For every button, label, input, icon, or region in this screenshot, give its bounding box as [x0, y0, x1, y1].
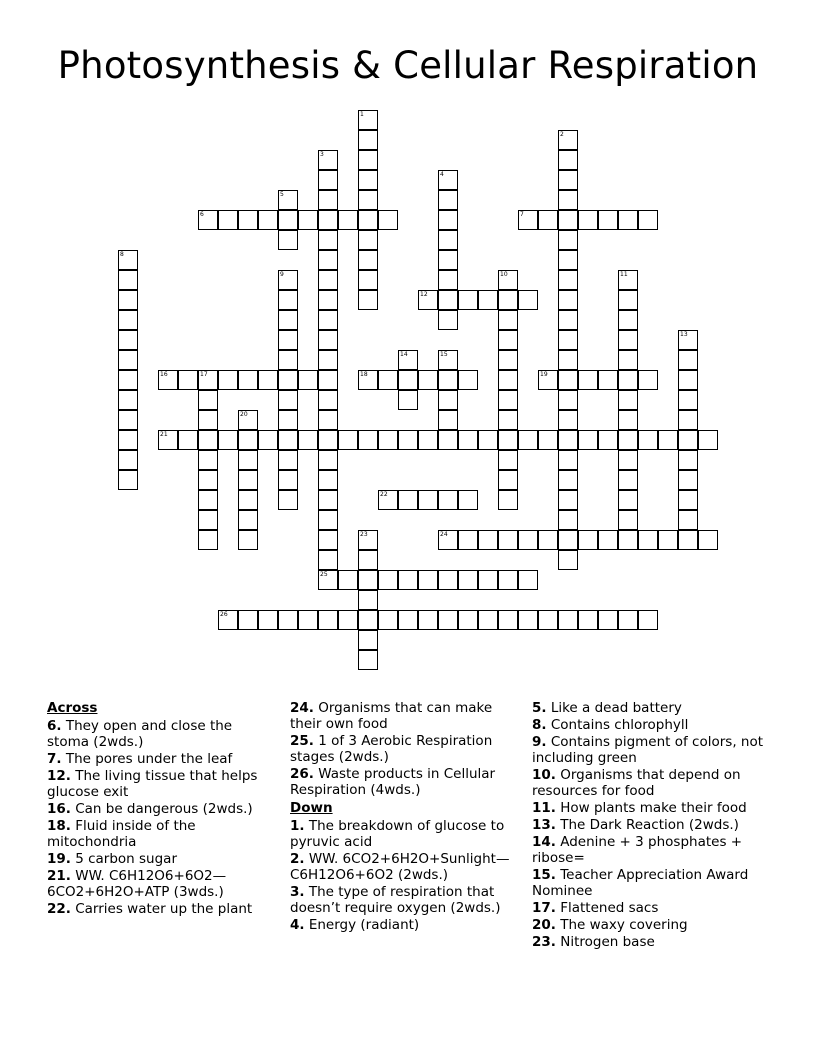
grid-cell[interactable]	[598, 430, 618, 450]
grid-cell[interactable]	[298, 610, 318, 630]
grid-cell[interactable]	[318, 210, 338, 230]
grid-cell[interactable]	[398, 390, 418, 410]
grid-cell[interactable]	[358, 250, 378, 270]
grid-cell[interactable]	[458, 610, 478, 630]
clue-across-19: 19. 5 carbon sugar	[47, 851, 178, 867]
grid-cell[interactable]	[458, 530, 478, 550]
grid-cell[interactable]	[298, 430, 318, 450]
grid-cell[interactable]	[318, 470, 338, 490]
clues-column-1	[47, 700, 267, 918]
grid-cell[interactable]	[358, 630, 378, 650]
grid-cell[interactable]	[618, 390, 638, 410]
grid-cell[interactable]	[438, 610, 458, 630]
grid-cell[interactable]	[618, 310, 638, 330]
grid-cell[interactable]	[558, 330, 578, 350]
grid-cell[interactable]	[318, 510, 338, 530]
grid-cell[interactable]	[658, 530, 678, 550]
grid-cell[interactable]	[238, 450, 258, 470]
grid-cell[interactable]	[198, 530, 218, 550]
grid-cell[interactable]	[318, 170, 338, 190]
grid-cell[interactable]	[638, 370, 658, 390]
grid-cell[interactable]	[278, 490, 298, 510]
grid-cell[interactable]	[638, 430, 658, 450]
grid-cell[interactable]	[118, 370, 138, 390]
grid-cell[interactable]	[238, 470, 258, 490]
grid-cell[interactable]	[558, 450, 578, 470]
grid-cell[interactable]	[358, 290, 378, 310]
grid-cell[interactable]	[198, 450, 218, 470]
grid-number-6: 6	[200, 211, 204, 218]
down-heading: Down	[290, 800, 333, 816]
grid-cell[interactable]	[558, 150, 578, 170]
grid-cell[interactable]	[318, 450, 338, 470]
grid-cell[interactable]	[278, 230, 298, 250]
grid-cell[interactable]	[378, 430, 398, 450]
grid-cell[interactable]	[578, 610, 598, 630]
grid-cell[interactable]	[558, 410, 578, 430]
grid-cell[interactable]	[558, 550, 578, 570]
clue-across-16: 16. Can be dangerous (2wds.)	[47, 801, 253, 817]
grid-cell[interactable]	[458, 290, 478, 310]
grid-cell[interactable]	[238, 430, 258, 450]
grid-cell[interactable]	[278, 610, 298, 630]
grid-cell[interactable]	[438, 410, 458, 430]
grid-cell[interactable]	[458, 570, 478, 590]
clue-down-2: 2. WW. 6CO2+6H2O+Sunlight—C6H12O6+6O2 (2wds.)	[290, 851, 510, 883]
grid-cell[interactable]	[678, 350, 698, 370]
grid-cell[interactable]	[118, 290, 138, 310]
grid-cell[interactable]	[298, 370, 318, 390]
clue-down-4: 4. Energy (radiant)	[290, 917, 420, 933]
grid-cell[interactable]	[278, 370, 298, 390]
grid-cell[interactable]	[538, 210, 558, 230]
grid-cell[interactable]	[178, 370, 198, 390]
grid-cell[interactable]	[558, 310, 578, 330]
grid-cell[interactable]	[258, 210, 278, 230]
grid-cell[interactable]	[698, 430, 718, 450]
clue-across-6: 6. They open and close the stoma (2wds.)	[47, 718, 233, 750]
grid-number-13: 13	[680, 331, 688, 338]
grid-cell[interactable]	[558, 610, 578, 630]
grid-cell[interactable]	[498, 290, 518, 310]
grid-cell[interactable]	[678, 390, 698, 410]
grid-cell[interactable]	[678, 430, 698, 450]
grid-cell[interactable]	[238, 530, 258, 550]
grid-cell[interactable]	[118, 410, 138, 430]
across-heading: Across	[47, 700, 98, 716]
grid-number-18: 18	[360, 371, 368, 378]
grid-cell[interactable]	[458, 370, 478, 390]
grid-cell[interactable]	[438, 370, 458, 390]
grid-number-19: 19	[540, 371, 548, 378]
grid-cell[interactable]	[318, 290, 338, 310]
grid-cell[interactable]	[198, 430, 218, 450]
grid-cell[interactable]	[558, 430, 578, 450]
grid-cell[interactable]	[318, 230, 338, 250]
grid-cell[interactable]	[238, 210, 258, 230]
grid-cell[interactable]	[258, 430, 278, 450]
grid-cell[interactable]	[618, 490, 638, 510]
grid-number-26: 26	[220, 611, 228, 618]
grid-cell[interactable]	[498, 330, 518, 350]
grid-cell[interactable]	[538, 430, 558, 450]
grid-cell[interactable]	[558, 370, 578, 390]
grid-cell[interactable]	[318, 530, 338, 550]
grid-cell[interactable]	[438, 270, 458, 290]
grid-cell[interactable]	[458, 430, 478, 450]
grid-cell[interactable]	[618, 410, 638, 430]
grid-number-14: 14	[400, 351, 408, 358]
grid-cell[interactable]	[518, 530, 538, 550]
grid-number-17: 17	[200, 371, 208, 378]
grid-number-25: 25	[320, 571, 328, 578]
grid-cell[interactable]	[558, 210, 578, 230]
grid-number-12: 12	[420, 291, 428, 298]
clue-down-3: 3. The type of respiration that doesn’t require oxygen (2wds.)	[290, 884, 501, 916]
grid-cell[interactable]	[598, 210, 618, 230]
grid-number-20: 20	[240, 411, 248, 418]
grid-cell[interactable]	[558, 250, 578, 270]
clue-across-21: 21. WW. C6H12O6+6O2—6CO2+6H2O+ATP (3wds.)	[47, 868, 227, 900]
clue-down-1: 1. The breakdown of glucose to pyruvic acid	[290, 818, 505, 850]
grid-cell[interactable]	[518, 430, 538, 450]
grid-cell[interactable]	[618, 450, 638, 470]
grid-cell[interactable]	[618, 210, 638, 230]
grid-cell[interactable]	[378, 570, 398, 590]
grid-cell[interactable]	[518, 290, 538, 310]
grid-number-11: 11	[620, 271, 628, 278]
clues-column-2	[290, 700, 522, 934]
grid-cell[interactable]	[678, 410, 698, 430]
grid-cell[interactable]	[438, 390, 458, 410]
grid-cell[interactable]	[198, 470, 218, 490]
grid-cell[interactable]	[618, 350, 638, 370]
grid-cell[interactable]	[358, 550, 378, 570]
grid-cell[interactable]	[358, 270, 378, 290]
clue-across-18: 18. Fluid inside of the mitochondria	[47, 818, 196, 850]
grid-cell[interactable]	[578, 370, 598, 390]
grid-cell[interactable]	[518, 570, 538, 590]
grid-cell[interactable]	[618, 510, 638, 530]
grid-cell[interactable]	[118, 310, 138, 330]
clue-down-5: 5. Like a dead battery	[532, 700, 682, 716]
grid-cell[interactable]	[238, 510, 258, 530]
grid-cell[interactable]	[618, 290, 638, 310]
grid-cell[interactable]	[558, 390, 578, 410]
grid-cell[interactable]	[218, 210, 238, 230]
grid-cell[interactable]	[438, 190, 458, 210]
grid-cell[interactable]	[678, 470, 698, 490]
grid-cell[interactable]	[498, 610, 518, 630]
grid-cell[interactable]	[378, 610, 398, 630]
grid-cell[interactable]	[538, 610, 558, 630]
clue-across-22: 22. Carries water up the plant	[47, 901, 253, 917]
grid-number-7: 7	[520, 211, 524, 218]
grid-number-1: 1	[360, 111, 364, 118]
grid-cell[interactable]	[558, 230, 578, 250]
clue-down-23: 23. Nitrogen base	[532, 934, 655, 950]
grid-cell[interactable]	[398, 430, 418, 450]
grid-cell[interactable]	[558, 350, 578, 370]
clue-across-7: 7. The pores under the leaf	[47, 751, 233, 767]
grid-cell[interactable]	[558, 530, 578, 550]
grid-cell[interactable]	[618, 430, 638, 450]
grid-number-3: 3	[320, 151, 324, 158]
clue-down-10: 10. Organisms that depend on resources for food	[532, 767, 741, 799]
grid-cell[interactable]	[498, 370, 518, 390]
grid-cell[interactable]	[218, 430, 238, 450]
grid-cell[interactable]	[358, 210, 378, 230]
grid-cell[interactable]	[478, 610, 498, 630]
clue-down-9: 9. Contains pigment of colors, not including green	[532, 734, 764, 766]
grid-cell[interactable]	[498, 310, 518, 330]
grid-cell[interactable]	[558, 470, 578, 490]
grid-cell[interactable]	[278, 350, 298, 370]
grid-cell[interactable]	[118, 430, 138, 450]
grid-cell[interactable]	[318, 370, 338, 390]
grid-cell[interactable]	[118, 390, 138, 410]
grid-cell[interactable]	[498, 450, 518, 470]
grid-number-5: 5	[280, 191, 284, 198]
grid-cell[interactable]	[318, 430, 338, 450]
grid-cell[interactable]	[478, 530, 498, 550]
grid-cell[interactable]	[118, 470, 138, 490]
grid-cell[interactable]	[558, 490, 578, 510]
grid-cell[interactable]	[358, 610, 378, 630]
grid-cell[interactable]	[578, 210, 598, 230]
grid-cell[interactable]	[618, 470, 638, 490]
grid-cell[interactable]	[618, 370, 638, 390]
grid-cell[interactable]	[658, 430, 678, 450]
grid-cell[interactable]	[598, 370, 618, 390]
grid-cell[interactable]	[338, 210, 358, 230]
grid-cell[interactable]	[638, 610, 658, 630]
grid-cell[interactable]	[498, 470, 518, 490]
clue-down-14: 14. Adenine + 3 phosphates + ribose=	[532, 834, 743, 866]
grid-cell[interactable]	[358, 430, 378, 450]
grid-cell[interactable]	[118, 330, 138, 350]
grid-cell[interactable]	[438, 430, 458, 450]
clue-down-20: 20. The waxy covering	[532, 917, 688, 933]
grid-number-9: 9	[280, 271, 284, 278]
grid-cell[interactable]	[318, 270, 338, 290]
grid-cell[interactable]	[258, 370, 278, 390]
grid-number-15: 15	[440, 351, 448, 358]
grid-cell[interactable]	[398, 490, 418, 510]
clue-down-13: 13. The Dark Reaction (2wds.)	[532, 817, 739, 833]
grid-cell[interactable]	[438, 570, 458, 590]
grid-cell[interactable]	[438, 490, 458, 510]
grid-cell[interactable]	[338, 570, 358, 590]
grid-cell[interactable]	[318, 190, 338, 210]
grid-cell[interactable]	[558, 290, 578, 310]
grid-cell[interactable]	[618, 530, 638, 550]
grid-cell[interactable]	[418, 370, 438, 390]
grid-cell[interactable]	[358, 150, 378, 170]
grid-cell[interactable]	[478, 430, 498, 450]
grid-number-24: 24	[440, 531, 448, 538]
grid-cell[interactable]	[478, 570, 498, 590]
grid-cell[interactable]	[558, 270, 578, 290]
grid-cell[interactable]	[278, 390, 298, 410]
grid-cell[interactable]	[318, 330, 338, 350]
grid-cell[interactable]	[618, 330, 638, 350]
grid-cell[interactable]	[278, 310, 298, 330]
grid-cell[interactable]	[458, 490, 478, 510]
grid-cell[interactable]	[638, 530, 658, 550]
grid-cell[interactable]	[358, 230, 378, 250]
grid-cell[interactable]	[578, 530, 598, 550]
grid-cell[interactable]	[438, 310, 458, 330]
grid-cell[interactable]	[398, 370, 418, 390]
grid-cell[interactable]	[518, 610, 538, 630]
grid-number-16: 16	[160, 371, 168, 378]
grid-cell[interactable]	[238, 490, 258, 510]
clue-down-8: 8. Contains chlorophyll	[532, 717, 689, 733]
grid-number-22: 22	[380, 491, 388, 498]
grid-cell[interactable]	[498, 350, 518, 370]
grid-cell[interactable]	[358, 650, 378, 670]
grid-cell[interactable]	[438, 230, 458, 250]
grid-cell[interactable]	[198, 410, 218, 430]
grid-number-23: 23	[360, 531, 368, 538]
grid-cell[interactable]	[638, 210, 658, 230]
grid-cell[interactable]	[198, 390, 218, 410]
grid-number-4: 4	[440, 171, 444, 178]
grid-cell[interactable]	[678, 490, 698, 510]
clue-across-26: 26. Waste products in Cellular Respiration (4wds.)	[290, 766, 496, 798]
clue-down-11: 11. How plants make their food	[532, 800, 747, 816]
grid-cell[interactable]	[498, 570, 518, 590]
grid-cell[interactable]	[558, 170, 578, 190]
grid-cell[interactable]	[338, 610, 358, 630]
grid-cell[interactable]	[198, 490, 218, 510]
grid-cell[interactable]	[418, 490, 438, 510]
grid-cell[interactable]	[498, 530, 518, 550]
grid-cell[interactable]	[318, 410, 338, 430]
grid-cell[interactable]	[498, 490, 518, 510]
grid-cell[interactable]	[398, 570, 418, 590]
grid-cell[interactable]	[418, 570, 438, 590]
grid-cell[interactable]	[398, 610, 418, 630]
grid-cell[interactable]	[318, 310, 338, 330]
grid-cell[interactable]	[538, 530, 558, 550]
grid-cell[interactable]	[618, 610, 638, 630]
grid-cell[interactable]	[238, 610, 258, 630]
grid-cell[interactable]	[438, 250, 458, 270]
clue-across-24: 24. Organisms that can make their own food	[290, 700, 493, 732]
grid-cell[interactable]	[358, 590, 378, 610]
grid-cell[interactable]	[438, 290, 458, 310]
grid-cell[interactable]	[278, 410, 298, 430]
grid-cell[interactable]	[278, 290, 298, 310]
grid-cell[interactable]	[678, 530, 698, 550]
grid-cell[interactable]	[258, 610, 278, 630]
page-title: Photosynthesis & Cellular Respiration	[57, 44, 759, 87]
grid-cell[interactable]	[238, 370, 258, 390]
grid-cell[interactable]	[678, 450, 698, 470]
grid-cell[interactable]	[318, 250, 338, 270]
grid-cell[interactable]	[278, 210, 298, 230]
grid-cell[interactable]	[318, 390, 338, 410]
clue-down-17: 17. Flattened sacs	[532, 900, 659, 916]
grid-cell[interactable]	[498, 390, 518, 410]
grid-cell[interactable]	[338, 430, 358, 450]
grid-cell[interactable]	[118, 350, 138, 370]
grid-cell[interactable]	[498, 410, 518, 430]
grid-number-8: 8	[120, 251, 124, 258]
grid-cell[interactable]	[378, 370, 398, 390]
grid-cell[interactable]	[598, 530, 618, 550]
grid-cell[interactable]	[418, 610, 438, 630]
grid-cell[interactable]	[118, 450, 138, 470]
grid-cell[interactable]	[118, 270, 138, 290]
grid-cell[interactable]	[298, 210, 318, 230]
grid-number-2: 2	[560, 131, 564, 138]
grid-cell[interactable]	[278, 470, 298, 490]
grid-cell[interactable]	[318, 350, 338, 370]
grid-cell[interactable]	[358, 170, 378, 190]
grid-cell[interactable]	[278, 330, 298, 350]
grid-cell[interactable]	[358, 190, 378, 210]
grid-cell[interactable]	[698, 530, 718, 550]
grid-cell[interactable]	[478, 290, 498, 310]
grid-cell[interactable]	[438, 210, 458, 230]
grid-cell[interactable]	[598, 610, 618, 630]
grid-cell[interactable]	[358, 570, 378, 590]
grid-cell[interactable]	[378, 210, 398, 230]
clues-column-3	[532, 700, 772, 951]
clue-across-25: 25. 1 of 3 Aerobic Respiration stages (2wds.)	[290, 733, 493, 765]
clue-across-12: 12. The living tissue that helps glucose exit	[47, 768, 258, 800]
grid-cell[interactable]	[318, 610, 338, 630]
grid-number-21: 21	[160, 431, 168, 438]
grid-cell[interactable]	[498, 430, 518, 450]
grid-cell[interactable]	[578, 430, 598, 450]
grid-cell[interactable]	[278, 450, 298, 470]
grid-cell[interactable]	[178, 430, 198, 450]
grid-cell[interactable]	[558, 190, 578, 210]
grid-cell[interactable]	[418, 430, 438, 450]
grid-cell[interactable]	[198, 510, 218, 530]
clue-down-15: 15. Teacher Appreciation Award Nominee	[532, 867, 749, 899]
grid-cell[interactable]	[678, 510, 698, 530]
grid-cell[interactable]	[318, 550, 338, 570]
grid-cell[interactable]	[678, 370, 698, 390]
grid-number-10: 10	[500, 271, 508, 278]
grid-cell[interactable]	[558, 510, 578, 530]
grid-cell[interactable]	[278, 430, 298, 450]
grid-cell[interactable]	[218, 370, 238, 390]
grid-cell[interactable]	[358, 130, 378, 150]
grid-cell[interactable]	[318, 490, 338, 510]
